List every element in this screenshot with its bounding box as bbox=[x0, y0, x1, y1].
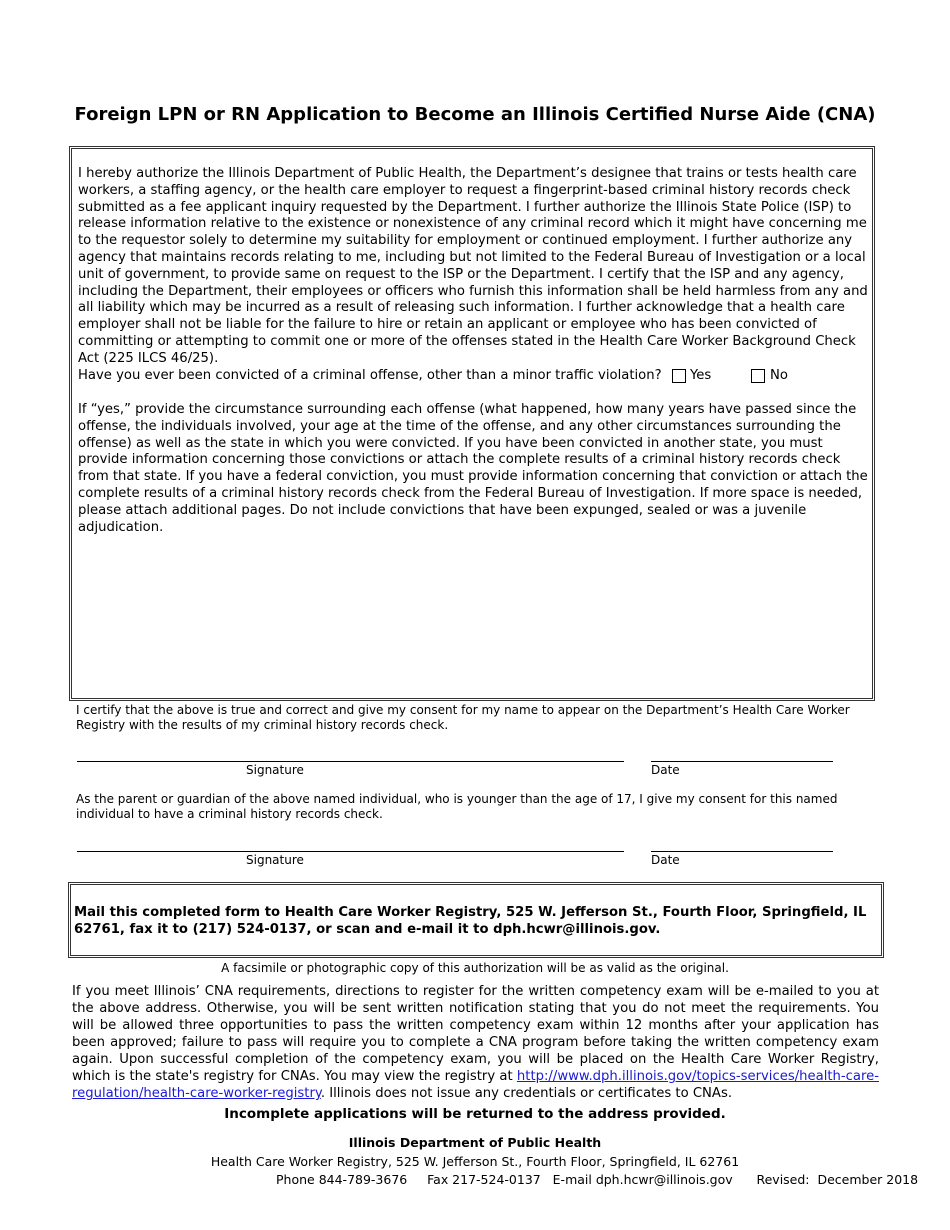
no-checkbox[interactable] bbox=[751, 369, 765, 383]
date-label: Date bbox=[651, 763, 680, 777]
date-line[interactable] bbox=[651, 761, 833, 762]
signature-line[interactable] bbox=[77, 761, 624, 762]
authorization-text: I hereby authorize the Illinois Department of Public Health, the Department’s designee that trains or tests health care workers, a staffing agency, or the health care employer to request a fingerprint-based criminal history records check submitted as a fee applicant inquiry requested by the Department. I further authorize the Illinois State Police (ISP) to release information relative to the existence or nonexistence of any criminal record which it might have concerning me to the requestor solely to determine my suitability for employment or continued employment. I further authorize any agency that maintains records relating to me, including but not limited to the Federal Bureau of Investigation or a local unit of government, to provide same on request to the ISP or the Department. I certify that the ISP and any agency, including the Department, their employees or officers who furnish this information shall be held harmless from any and all liability which may be incurred as a result of releasing such information. I further acknowledge that a health care employer shall not be liable for the failure to hire or retain an applicant or employee who has been convicted of committing or attempting to commit one or more of the offenses stated in the Health Care Worker Background Check Act (225 ILCS 46/25). bbox=[78, 166, 868, 366]
facsimile-note: A facsimile or photographic copy of this authorization will be as valid as the original. bbox=[221, 961, 729, 975]
guardian-signature-line[interactable] bbox=[77, 851, 624, 852]
info-text-after: . Illinois does not issue any credentials or certificates to CNAs. bbox=[320, 1086, 733, 1101]
guardian-signature-label: Signature bbox=[246, 853, 304, 867]
guardian-consent-text: As the parent or guardian of the above named individual, who is younger than the age of 17, I give my consent for this named individual to have a criminal history records check. bbox=[76, 792, 838, 821]
yes-label: Yes bbox=[690, 368, 712, 383]
if-yes-instructions: If “yes,” provide the circumstance surrounding each offense (what happened, how many years have passed since the offense, the individuals involved, your age at the time of the offense, and any other circumstances surrounding the offense) as well as the state in which you were convicted. If you have been convicted in another state, you must provide information concerning those convictions or attach the complete results of a criminal history records check from that state. If you have a federal conviction, you must provide information concerning that conviction or attach the complete results of a criminal history records check from the Federal Bureau of Investigation. If more space is needed, please attach additional pages. Do not include convictions that have been expunged, sealed or was a juvenile adjudication. bbox=[78, 402, 868, 535]
department-address: Health Care Worker Registry, 525 W. Jefferson St., Fourth Floor, Springfield, IL 62761 bbox=[210, 1154, 740, 1169]
no-label: No bbox=[770, 368, 788, 383]
registry-link[interactable]: http://www.dph.illinois.gov/topics-services/health-care-regulation/health-care-worker-registry bbox=[72, 1069, 879, 1101]
yes-checkbox[interactable] bbox=[672, 369, 686, 383]
info-text-before: If you meet Illinois’ CNA requirements, directions to register for the written competency exam will be e-mailed to you at the above address. Otherwise, you will be sent written notification stating that you do not meet the requirements. You will be allowed three opportunities to pass the written competency exam within 12 months after your application has been approved; failure to pass will require you to complete a CNA program before taking the written competency exam again. Upon successful completion of the competency exam, you will be placed on the Health Care Worker Registry, which is the state's registry for CNAs. You may view the registry at bbox=[72, 984, 879, 1084]
conviction-question: Have you ever been convicted of a criminal offense, other than a minor traffic violation? bbox=[78, 368, 662, 383]
mail-instructions: Mail this completed form to Health Care Worker Registry, 525 W. Jefferson St., Fourth Floor, Springfield, IL 62761, fax it to (217) 524-0137, or scan and e-mail it to dph.hcwr@illinois.gov. bbox=[74, 905, 867, 937]
signature-label: Signature bbox=[246, 763, 304, 777]
certification-text: I certify that the above is true and correct and give my consent for my name to appear on the Department’s Health Care Worker Registry with the results of my criminal history records check. bbox=[76, 703, 850, 732]
department-name: Illinois Department of Public Health bbox=[348, 1135, 602, 1150]
incomplete-warning: Incomplete applications will be returned to the address provided. bbox=[224, 1106, 726, 1122]
page-title: Foreign LPN or RN Application to Become an Illinois Certified Nurse Aide (CNA) bbox=[74, 104, 876, 125]
guardian-date-label: Date bbox=[651, 853, 680, 867]
guardian-date-line[interactable] bbox=[651, 851, 833, 852]
contact-info: Phone 844-789-3676 Fax 217-524-0137 E-mail dph.hcwr@illinois.gov Revised: December 2018 bbox=[276, 1172, 919, 1187]
info-paragraph bbox=[72, 983, 879, 1102]
